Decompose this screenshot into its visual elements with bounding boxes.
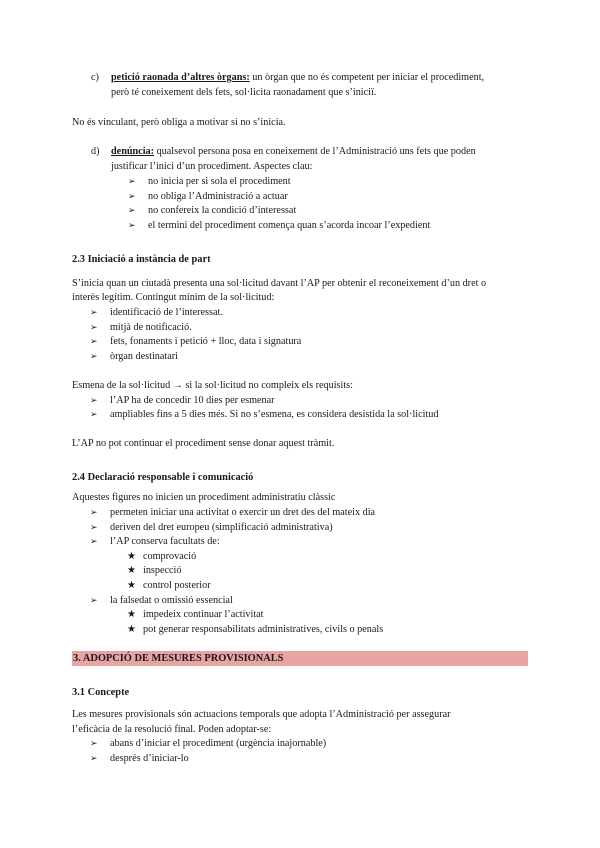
arrowhead-bullet-icon: ➢ (90, 508, 98, 518)
sub-list-item: ★ impedeix continuar l’activitat (127, 608, 264, 623)
list-item: ➢ permeten iniciar una activitat o exercir un dret des del mateix dia (90, 506, 375, 521)
section-2-3-intro1: S’inicia quan un ciutadà presenta una sol·licitud davant l’AP per obtenir el reconeixement d’un dret o (72, 278, 487, 289)
arrowhead-bullet-icon: ➢ (90, 308, 98, 318)
item-c-line2: però té coneixement dels fets, sol·licita raonadament que s’iniciï. (111, 87, 377, 98)
sub-list-item: ★ inspecció (127, 564, 181, 579)
sub-list-item: ★ pot generar responsabilitats administratives, civils o penals (127, 623, 383, 638)
list-item: ➢ identificació de l’interessat. (90, 306, 223, 321)
section-2-3-intro2: interès legítim. Contingut mínim de la sol·licitud: (72, 292, 275, 303)
item-d-label: d) (91, 146, 100, 157)
item-c-line1 (91, 71, 484, 86)
item-d-line2: justificar l’inici d’un procediment. Aspectes clau: (111, 161, 313, 172)
section-2-3-esmena: Esmena de la sol·licitud → si la sol·licitud no compleix els requisits: (72, 380, 353, 391)
arrowhead-bullet-icon: ➢ (90, 323, 98, 333)
item-d-text1: qualsevol persona posa en coneixement de l’Administració uns fets que poden (154, 146, 476, 157)
star-bullet-icon: ★ (127, 580, 136, 591)
item-d-line1 (91, 145, 528, 160)
list-item: ➢ mitjà de notificació. (90, 321, 192, 336)
arrowhead-bullet-icon: ➢ (90, 410, 98, 420)
section-2-4-intro: Aquestes figures no inicien un procediment administratiu clàssic (72, 492, 336, 503)
list-item: ➢ ampliables fins a 5 dies més. Si no s’esmena, es considera desistida la sol·licitud (90, 408, 438, 423)
arrowhead-bullet-icon: ➢ (90, 396, 98, 406)
arrowhead-bullet-icon: ➢ (90, 337, 98, 347)
list-item: ➢ no confereix la condició d’interessat (128, 204, 296, 219)
arrowhead-bullet-icon: ➢ (90, 739, 98, 749)
list-item: ➢ deriven del dret europeu (simplificació administrativa) (90, 521, 333, 536)
section-3-1-intro1: Les mesures provisionals són actuacions temporals que adopta l’Administració per assegurar (72, 709, 451, 720)
section-2-3-heading: 2.3 Iniciació a instància de part (72, 254, 211, 265)
arrowhead-bullet-icon: ➢ (90, 537, 98, 547)
item-c-term: petició raonada d’altres òrgans: (111, 72, 250, 83)
arrowhead-bullet-icon: ➢ (90, 523, 98, 533)
list-item: ➢ no inicia per si sola el procediment (128, 175, 291, 190)
list-item: ➢ fets, fonaments i petició + lloc, data i signatura (90, 335, 301, 350)
section-2-4-heading: 2.4 Declaració responsable i comunicació (72, 472, 254, 483)
section-3-1-intro2: l’eficàcia de la resolució final. Poden adoptar-se: (72, 724, 272, 735)
section-3-heading-bar (72, 651, 528, 666)
arrowhead-bullet-icon: ➢ (128, 192, 136, 202)
section-2-3-closing: L’AP no pot continuar el procediment sense donar aquest tràmit. (72, 438, 335, 449)
arrowhead-bullet-icon: ➢ (128, 177, 136, 187)
list-item: ➢ no obliga l’Administració a actuar (128, 190, 288, 205)
arrowhead-bullet-icon: ➢ (90, 596, 98, 606)
list-item: ➢ el termini del procediment comença quan s’acorda incoar l’expedient (128, 219, 430, 234)
star-bullet-icon: ★ (127, 624, 136, 635)
arrowhead-bullet-icon: ➢ (128, 221, 136, 231)
arrowhead-bullet-icon: ➢ (90, 754, 98, 764)
list-item: ➢ abans d’iniciar el procediment (urgència inajornable) (90, 737, 326, 752)
item-c-note: No és vinculant, però obliga a motivar si no s’inicia. (72, 117, 286, 128)
list-item: ➢ òrgan destinatari (90, 350, 178, 365)
section-3-1-heading: 3.1 Concepte (72, 687, 130, 698)
star-bullet-icon: ★ (127, 551, 136, 562)
list-item: ➢ l’AP conserva facultats de: (90, 535, 220, 550)
arrowhead-bullet-icon: ➢ (90, 352, 98, 362)
arrowhead-bullet-icon: ➢ (128, 206, 136, 216)
sub-list-item: ★ control posterior (127, 579, 211, 594)
item-c-label: c) (91, 72, 99, 83)
section-3-heading: 3. ADOPCIÓ DE MESURES PROVISIONALS (73, 653, 284, 664)
list-item: ➢ l’AP ha de concedir 10 dies per esmenar (90, 394, 275, 409)
list-item: ➢ després d’iniciar-lo (90, 752, 189, 767)
list-item: ➢ la falsedat o omissió essencial (90, 594, 233, 609)
star-bullet-icon: ★ (127, 565, 136, 576)
star-bullet-icon: ★ (127, 609, 136, 620)
item-c-text1: un òrgan que no és competent per iniciar el procediment, (249, 72, 485, 83)
sub-list-item: ★ comprovació (127, 550, 196, 565)
item-d-term: denúncia: (111, 146, 155, 157)
